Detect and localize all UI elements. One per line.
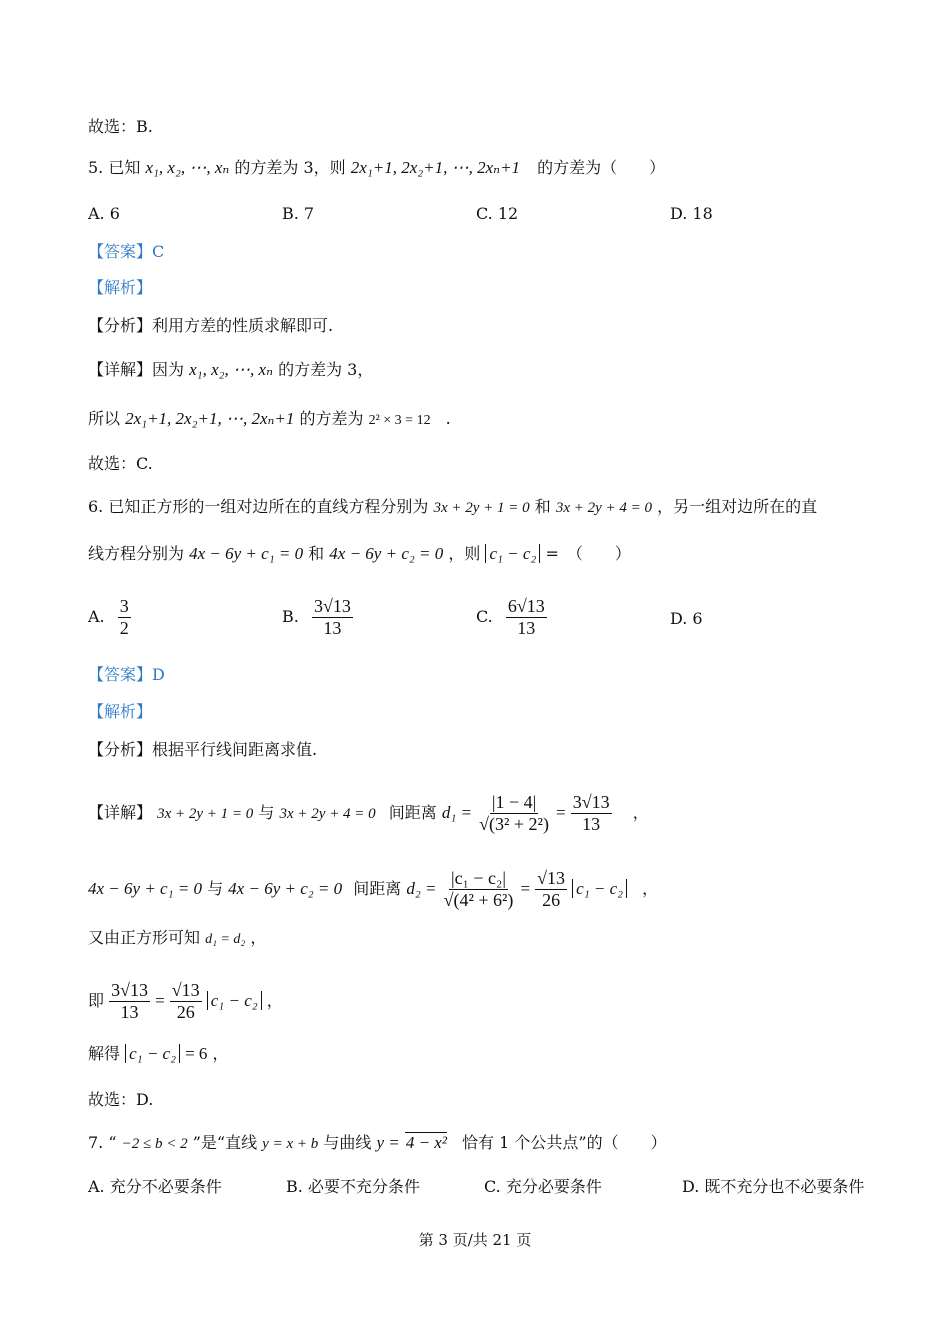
q7-option-b: B. 必要不充分条件 (286, 1177, 420, 1196)
q5-stem-mid: 的方差为 3，则 (234, 158, 346, 177)
q6-option-c: C. $\frac{6√13}{13}$ (476, 596, 545, 638)
q6-stem-line2: 线方程分别为 4x − 6y + c₁ = 0 和 4x − 6y + c₂ = 0 ，则 c₁ − c₂ = （ ） (88, 544, 631, 563)
q6-abs-expr: c₁ − c₂ (485, 544, 540, 563)
page-footer: 第 3 页/共 21 页 (418, 1231, 532, 1249)
q5-option-d: D. 18 (670, 204, 713, 223)
q6-jiede: 解得 c₁ − c₂ = 6 ， (88, 1044, 229, 1063)
q5-option-b: B. 7 (282, 204, 315, 223)
q6-conclusion: 故选：D. (88, 1090, 154, 1109)
q7-option-d: D. 既不充分也不必要条件 (682, 1177, 865, 1196)
q6-ji: 即 $\frac{3√13}{13}$ = $\frac{√13}{26}$ c₁ − c₂ ， (88, 980, 283, 1022)
q5-stem-prefix: 5. 已知 (88, 158, 141, 177)
q5-conclusion: 故选：C. (88, 454, 153, 473)
prev-conclusion: 故选：B. (88, 117, 153, 136)
q6-d1-frac: $\frac{|1 - 4|}{\text{√(3² + 2²)}}$ (479, 792, 549, 834)
q6-fenxi: 【分析】根据平行线间距离求值. (88, 740, 318, 759)
q6-eq1: 3x + 2y + 1 = 0 (433, 500, 530, 516)
q5-stem (88, 158, 665, 178)
q6-xiangjie-line1: 【详解】 3x + 2y + 1 = 0 与 3x + 2y + 4 = 0 间距离 d₁ = $\frac{|1 - 4|}{\text{√(3² + 2²)}}$ = $\frac{3√13}{13}$ ， (88, 792, 649, 834)
q7-option-a: A. 充分不必要条件 (88, 1177, 222, 1196)
q5-xiangjie-seq: x₁, x₂, ⋯, xₙ (189, 360, 273, 379)
q6-d2-frac: $\frac{\text{|c₁ − c₂|}}{\text{√(4² + 6²)}}$ (443, 868, 514, 910)
q5-option-a: A. 6 (88, 204, 120, 223)
q5-xiangjie: 【详解】因为 x₁, x₂, ⋯, xₙ 的方差为 3， (88, 360, 374, 379)
q6-eq3: 4x − 6y + c₁ = 0 (189, 544, 304, 563)
q6-eq2: 3x + 2y + 4 = 0 (555, 500, 653, 516)
q5-fenxi: 【分析】利用方差的性质求解即可. (88, 316, 334, 335)
q6-analysis-tag: 【解析】 (88, 702, 153, 721)
q6-d1-result: $\frac{3√13}{13}$ (572, 792, 610, 834)
q6-stem-line1: 6. 已知正方形的一组对边所在的直线方程分别为 3x + 2y + 1 = 0 和 3x + 2y + 4 = 0 ，另一组对边所在的直 (88, 497, 818, 516)
q7-option-c: C. 充分必要条件 (484, 1177, 602, 1196)
q5-answer: 【答案】C (88, 242, 165, 261)
q6-youyou: 又由正方形可知 d₁ = d₂ ， (88, 928, 267, 947)
q5-analysis-tag: 【解析】 (88, 278, 153, 297)
q6-xiangjie-line2: 4x − 6y + c₁ = 0 与 4x − 6y + c₂ = 0 间距离 d₂ = $\frac{\text{|c₁ − c₂|}}{\text{√(4² + 6²)}}$ = $\frac{√13}{26}$ c₁ − c₂ ， (88, 868, 659, 910)
q5-seq1: x₁, x₂, ⋯, xₙ (145, 158, 230, 177)
q5-suoyi-val: 2² × 3 = 12 (368, 413, 431, 428)
q6-option-b: B. $\frac{3√13}{13}$ (282, 596, 351, 638)
q5-option-c: C. 12 (476, 204, 519, 223)
q5-suoyi-seq: 2x₁+1, 2x₂+1, ⋯, 2xₙ+1 (125, 409, 295, 428)
q5-stem-suffix: 的方差为（ ） (537, 158, 666, 177)
q6-option-a: A. $\frac{3}{2}$ (88, 596, 129, 638)
q5-suoyi: 所以 2x₁+1, 2x₂+1, ⋯, 2xₙ+1 的方差为 2² × 3 = 12 . (88, 409, 451, 428)
q6-answer: 【答案】D (88, 665, 165, 684)
q6-eq4: 4x − 6y + c₂ = 0 (329, 544, 444, 563)
q6-d2-result: $\frac{√13}{26}$ (537, 868, 566, 910)
q7-stem: 7. “ −2 ≤ b < 2 ”是“直线 y = x + b 与曲线 y = 4 − x² 恰有 1 个公共点”的（ ） (88, 1133, 667, 1152)
q5-seq2: 2x₁+1, 2x₂+1, ⋯, 2xₙ+1 (350, 158, 521, 177)
q6-option-d: D. 6 (670, 609, 703, 628)
